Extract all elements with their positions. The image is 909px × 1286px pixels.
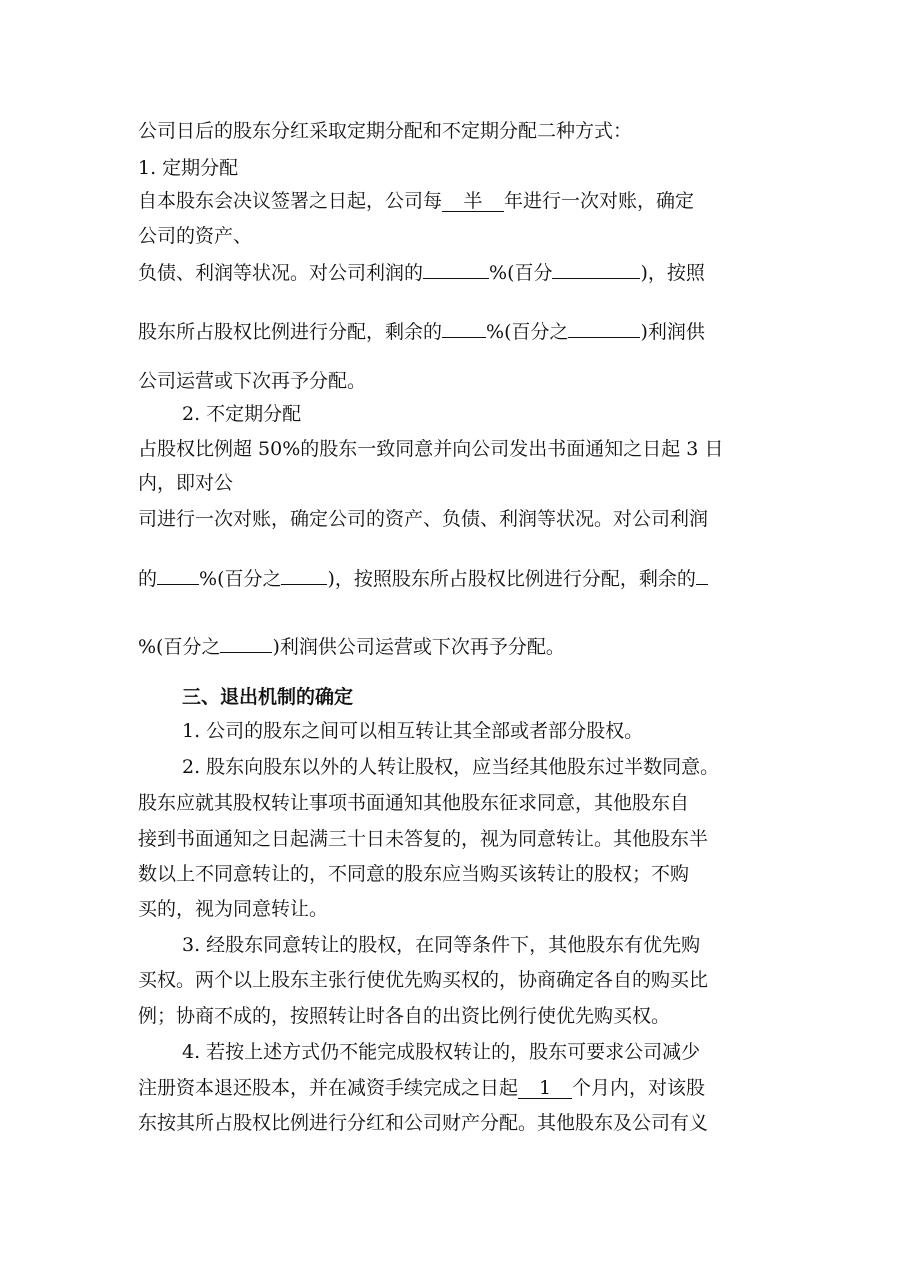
item1-line3: 负债、利润等状况。对公司利润的 %(百分 )，按照: [138, 262, 705, 284]
item1-line2: 公司的资产、: [138, 225, 253, 247]
blank-irregular-percent-words[interactable]: [281, 584, 327, 585]
s3-item2-line5: 买的，视为同意转让。: [138, 898, 329, 920]
blank-profit-percent-words[interactable]: [552, 278, 640, 279]
s3-item2-line2: 股东应就其股权转让事项书面通知其他股东征求同意，其他股东自: [138, 792, 690, 814]
section3-title: 三、退出机制的确定: [182, 686, 354, 708]
s3-item3-line3: 例；协商不成的，按照转让时各自的出资比例行使优先购买权。: [138, 1005, 671, 1027]
item1-heading: 1. 定期分配: [138, 157, 239, 179]
s3-item2-line1: 2. 股东向股东以外的人转让股权，应当经其他股东过半数同意。: [182, 756, 720, 778]
item2-line5: %(百分之 )利润供公司运营或下次再予分配。: [138, 636, 565, 658]
blank-remain-percent-words[interactable]: [568, 337, 640, 338]
blank-profit-percent[interactable]: [423, 278, 489, 279]
item2-line3: 司进行一次对账，确定公司的资产、负债、利润等状况。对公司利润: [138, 508, 709, 530]
s3-item4-line1: 4. 若按上述方式仍不能完成股权转让的，股东可要求公司减少: [182, 1041, 701, 1063]
blank-period[interactable]: 半: [442, 191, 504, 212]
blank-months[interactable]: 1: [518, 1078, 572, 1099]
item1-line5: 公司运营或下次再予分配。: [138, 370, 367, 392]
item2-line2: 内，即对公: [138, 472, 234, 494]
item2-line4: 的 %(百分之 )，按照股东所占股权比例进行分配，剩余的: [138, 566, 708, 592]
item2-heading: 2. 不定期分配: [182, 403, 302, 425]
s3-item1: 1. 公司的股东之间可以相互转让其全部或者部分股权。: [182, 720, 644, 742]
s3-item3-line2: 买权。两个以上股东主张行使优先购买权的，协商确定各自的购买比: [138, 969, 709, 991]
s3-item3-line1: 3. 经股东同意转让的股权，在同等条件下，其他股东有优先购: [182, 934, 701, 956]
item1-line4: 股东所占股权比例进行分配，剩余的 %(百分之 )利润供: [138, 321, 705, 343]
item2-line1: 占股权比例超 50%的股东一致同意并向公司发出书面通知之日起 3 日: [138, 438, 724, 460]
s3-item4-line3: 东按其所占股权比例进行分红和公司财产分配。其他股东及公司有义: [138, 1112, 709, 1134]
blank-irregular-remain-words[interactable]: [220, 652, 272, 653]
s3-item2-line3: 接到书面通知之日起满三十日未答复的，视为同意转让。其他股东半: [138, 828, 709, 850]
blank-remain-percent[interactable]: [442, 337, 486, 338]
blank-irregular-percent[interactable]: [157, 584, 199, 585]
s3-item4-line2: 注册资本退还股本，并在减资手续完成之日起 1 个月内，对该股: [138, 1077, 706, 1099]
blank-irregular-remain-percent[interactable]: [696, 584, 708, 585]
s3-item2-line4: 数以上不同意转让的，不同意的股东应当购买该转让的股权；不购: [138, 863, 690, 885]
item1-line1: 自本股东会决议签署之日起，公司每 半 年进行一次对账，确定: [138, 190, 695, 212]
intro-paragraph: 公司日后的股东分红采取定期分配和不定期分配二种方式：: [138, 120, 633, 142]
